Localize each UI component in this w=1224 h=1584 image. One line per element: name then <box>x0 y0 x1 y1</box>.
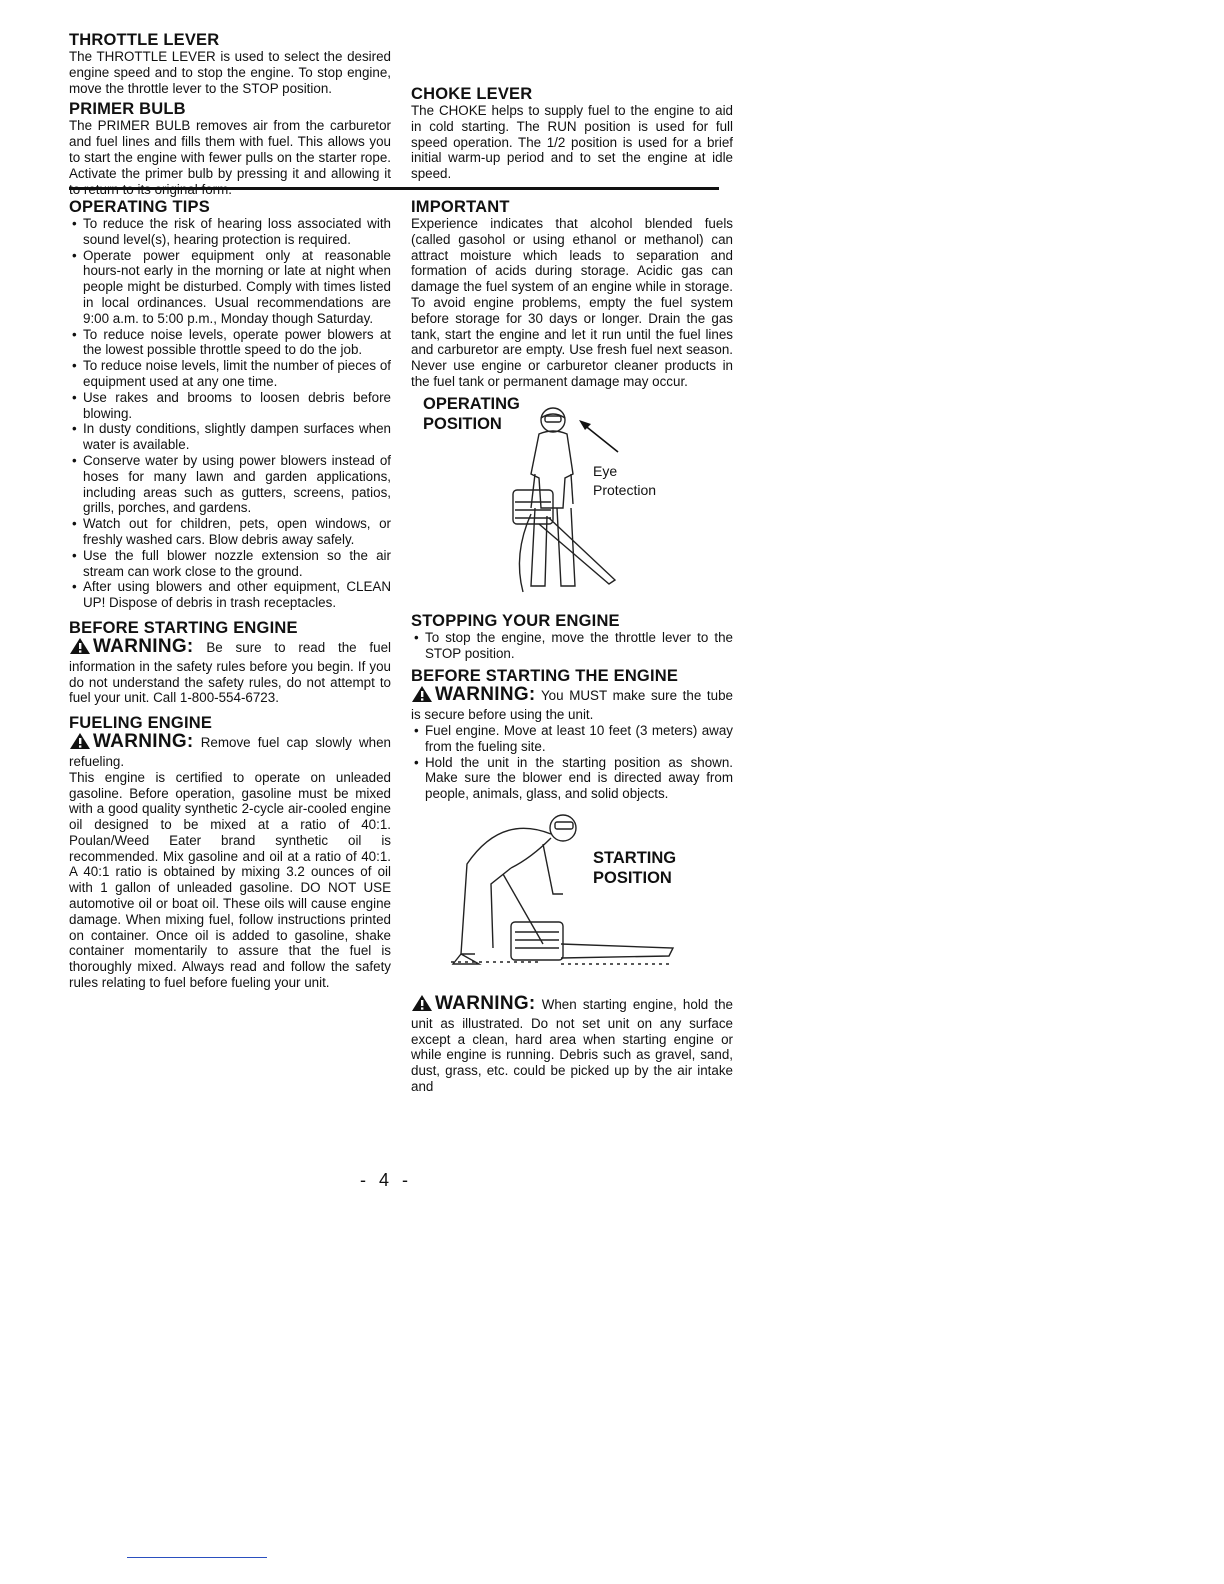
eye-protection-label: Eye Protection <box>593 462 657 498</box>
fueling-heading: FUELING ENGINE <box>69 714 213 733</box>
list-item: • To reduce noise levels, operate power blowers at the lowest possible throttle speed to do the job. <box>69 327 391 359</box>
list-item: • Operate power equipment only at reasonable hours-not early in the morning or late at night when people might be disturbed. Comply with times listed in local ordinances. Usual recommendations are 9:00 a.m. to 5:00 p.m., Monday though Saturday. <box>69 248 391 327</box>
list-item: • To reduce noise levels, limit the number of pieces of equipment used at any one time. <box>69 358 391 390</box>
warning-label: WARNING: <box>93 635 194 657</box>
list-item: • In dusty conditions, slightly dampen surfaces when water is available. <box>69 421 391 453</box>
warning-triangle-icon <box>411 685 433 707</box>
primer-heading: PRIMER BULB <box>69 100 186 119</box>
before-starting-warning <box>69 637 391 706</box>
starting-warning <box>411 994 733 1095</box>
warning-text: When starting engine, hold the unit as illustrated. Do not set unit on any surface except a clean, hard area when starting engine or while engine is running. Debris such as gravel, sand, dust, grass, etc. could be picked up by the air intake and <box>411 996 733 1094</box>
list-item: • Use rakes and brooms to loosen debris before blowing. <box>69 390 391 422</box>
before-starting-heading: BEFORE STARTING ENGINE <box>69 618 298 637</box>
list-item: • To stop the engine, move the throttle lever to the STOP position. <box>411 630 733 662</box>
warning-text: Remove fuel cap slowly when refueling. <box>69 735 391 769</box>
list-item: • Hold the unit in the starting position as shown. Make sure the blower end is directed away from people, animals, glass, and solid objects. <box>411 755 733 802</box>
stopping-heading: STOPPING YOUR ENGINE <box>411 611 620 630</box>
right-column <box>411 198 733 1095</box>
warning-label: WARNING: <box>435 992 536 1014</box>
stopping-list <box>411 630 733 662</box>
warning-triangle-icon <box>411 994 433 1016</box>
section-divider <box>69 187 719 190</box>
important-body: Experience indicates that alcohol blended fuels (called gasohol or using ethanol or methanol) can attract moisture which leads to separation and formation of acids during storage. Acidic gas can damage the fuel system of an engine while in storage. To avoid engine problems, empty the fuel system before storage for 30 days or longer. Drain the gas tank, start the engine and let it run until the fuel lines and carburetor are empty. Use fresh fuel next season. Never use engine or carburetor cleaner products in the fuel tank or permanent damage may occur. <box>411 216 733 389</box>
warning-triangle-icon <box>69 732 91 754</box>
operating-tips-heading: OPERATING TIPS <box>69 198 210 216</box>
choke-body: The CHOKE helps to supply fuel to the engine to aid in cold starting. The RUN position is used for full speed operation. The 1/2 position is used for a brief initial warm-up period and to set the engine at idle speed. <box>411 103 733 182</box>
list-item: • Fuel engine. Move at least 10 feet (3 meters) away from the fueling site. <box>411 723 733 755</box>
list-item: • Conserve water by using power blowers instead of hoses for many lawn and garden applications, including areas such as gutters, screens, patios, grills, porches, and gardens. <box>69 453 391 516</box>
list-item: • Use the full blower nozzle extension so the air stream can work close to the ground. <box>69 548 391 580</box>
throttle-heading: THROTTLE LEVER <box>69 31 220 49</box>
starting-position-figure <box>411 804 733 994</box>
list-item: • After using blowers and other equipment, CLEAN UP! Dispose of debris in trash receptacles. <box>69 579 391 611</box>
warning-label: WARNING: <box>435 684 536 706</box>
list-item: • To reduce the risk of hearing loss associated with sound level(s), hearing protection is required. <box>69 216 391 248</box>
warning-text: You MUST make sure the tube is secure before using the unit. <box>411 688 733 723</box>
warning-text: Be sure to read the fuel information in the safety rules before you begin. If you do not understand the safety rules, do not attempt to fuel your unit. Call 1-800-554-6723. <box>69 639 391 706</box>
top-right-column <box>411 85 733 182</box>
starting-position-label: STARTING POSITION <box>593 848 677 887</box>
operating-tips-list <box>69 216 391 611</box>
throttle-body: The THROTTLE LEVER is used to select the desired engine speed and to stop the engine. To stop engine, move the throttle lever to the STOP position. <box>69 49 391 96</box>
warning-label: WARNING: <box>93 731 194 753</box>
operating-position-label: OPERATING POSITION <box>423 394 520 433</box>
primer-body: The PRIMER BULB removes air from the carburetor and fuel lines and fills them with fuel. This allows you to start the engine with fewer pulls on the starter rope. Activate the primer bulb by pressing it and allowing it <box>69 118 391 181</box>
before-starting-the-engine-list <box>411 723 733 802</box>
footer-line <box>127 1557 267 1558</box>
operating-position-figure <box>411 392 733 604</box>
list-item: • Watch out for children, pets, open windows, or freshly washed cars. Blow debris away safely. <box>69 516 391 548</box>
warning-triangle-icon <box>69 637 91 659</box>
left-column <box>69 198 391 991</box>
before-starting-the-engine-heading: BEFORE STARTING THE ENGINE <box>411 667 679 686</box>
operator-illustration <box>411 392 733 604</box>
fueling-warning <box>69 732 391 770</box>
fueling-body: This engine is certified to operate on unleaded gasoline. Before operation, gasoline must be mixed with a good quality synthetic 2-cycle air-cooled engine oil designed to be mixed at a ratio of 40:1. Poulan/Weed Eater brand synthetic oil is recommended. Mix gasoline and oil at a ratio of 40:1. A 40:1 ratio is obtained by mixing 3.2 ounces of oil with 1 gallon of unleaded gasoline. DO NOT USE automotive oil or boat oil. These oils will cause engine damage. When mixing fuel, follow instructions printed on container. Once oil is added to gasoline, shake container momentarily to assure that the fuel is thoroughly mixed. Always read and follow the safety rules relating to fuel before fueling your unit. <box>69 769 391 991</box>
before-starting-the-engine-warning <box>411 685 733 723</box>
important-heading: IMPORTANT <box>411 198 510 216</box>
choke-heading: CHOKE LEVER <box>411 85 533 103</box>
top-left-column <box>69 31 391 197</box>
starting-operator-illustration <box>411 804 733 994</box>
page-number: - 4 - <box>360 1170 413 1190</box>
